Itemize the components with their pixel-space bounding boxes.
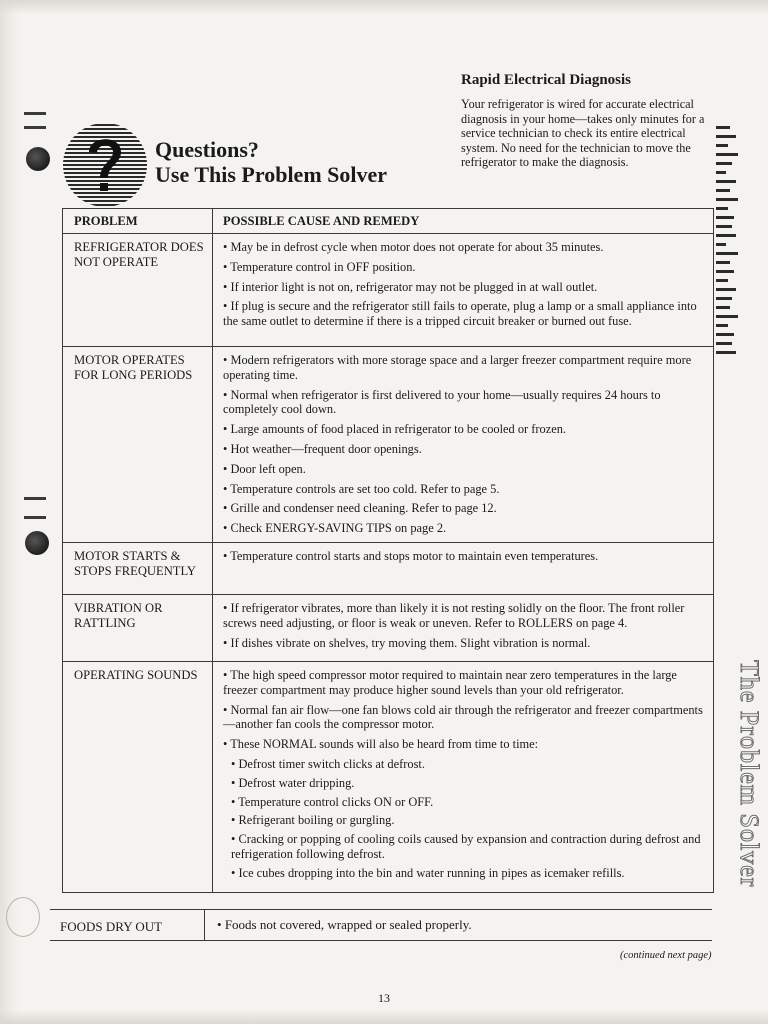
table-row xyxy=(63,595,713,662)
table-row xyxy=(63,347,713,543)
header-remedy: POSSIBLE CAUSE AND REMEDY xyxy=(223,214,420,228)
punch-hole xyxy=(25,531,49,555)
remedy-cell: • The high speed compressor motor required to maintain near zero temperatures in the large freezer compartment may produce higher sound levels than your old refrigerator. • Normal fan air flow—one fan blows cold air through the refrigerator and freezer compartments—another fan cools the compressor motor. • These NORMAL sounds will also be heard from time to time: • Defrost timer switch clicks at defrost. • Defrost water dripping. • Temperature control clicks ON or OFF. • Refrigerant boiling or gurgling. • Cracking or popping of cooling coils caused by expansion and contraction during defrost and refrigeration following defrost. • Ice cubes dropping into the bin and water running in pipes as icemaker refills. xyxy=(223,668,703,880)
remedy-subitem: Refrigerant boiling or gurgling. xyxy=(238,813,395,828)
problem-cell: MOTOR STARTS & STOPS FREQUENTLY xyxy=(63,543,213,594)
header-problem: PROBLEM xyxy=(63,209,213,233)
punch-hole xyxy=(26,147,50,171)
remedy-item: May be in defrost cycle when motor does not operate for about 35 minutes. xyxy=(230,240,604,254)
binder-mark xyxy=(24,516,46,519)
remedy-item: Temperature controls are set too cold. Refer to page 5. xyxy=(230,481,500,496)
table-row-last xyxy=(50,909,712,941)
remedy-item: The high speed compressor motor required to maintain near zero temperatures in the large freezer compartment may produce higher sound levels than your old refrigerator. xyxy=(223,668,677,697)
remedy-item: Large amounts of food placed in refrigerator to be cooled or frozen. xyxy=(230,422,566,437)
side-tab xyxy=(734,660,764,888)
binder-mark xyxy=(24,112,46,115)
remedy-cell: • Modern refrigerators with more storage space and a larger freezer compartment require more operating time. • Normal when refrigerator is first delivered to your home—usually requires 24 hours to completely cool down. • Large amounts of food placed in refrigerator to be cooled or frozen. • Hot weather—frequent door openings. • Door left open. • Temperature controls are set too cold. Refer to page 5. • Grille and condenser need cleaning. Refer to page 12. • Check ENERGY-SAVING TIPS on page 2. xyxy=(223,353,692,536)
punch-hole-outline xyxy=(6,897,40,937)
scan-edge-bottom xyxy=(0,1010,768,1024)
page-title xyxy=(155,137,387,187)
remedy-item: If refrigerator vibrates, more than likely it is not resting solidly on the floor. The front roller screws need adjusting, or floor is weak or uneven. Refer to ROLLERS on page 4. xyxy=(223,601,685,630)
problem-cell: FOODS DRY OUT xyxy=(50,910,205,940)
page-number: 13 xyxy=(378,991,390,1005)
remedy-item: Door left open. xyxy=(230,461,306,476)
table-row xyxy=(63,543,713,595)
table-header-row xyxy=(63,209,713,234)
side-tab-label: The Problem Solver xyxy=(735,660,764,888)
remedy-item: Modern refrigerators with more storage space and a larger freezer compartment require more operating time. xyxy=(223,353,692,382)
problem-cell: VIBRATION OR RATTLING xyxy=(63,595,213,661)
remedy-item: If plug is secure and the refrigerator still fails to operate, plug a lamp or a small appliance into the same outlet to determine if there is a tripped circuit breaker or burned out fuse. xyxy=(223,299,697,329)
scan-edge-top xyxy=(0,0,768,14)
table-row xyxy=(63,662,713,892)
remedy-subitem: Temperature control clicks ON or OFF. xyxy=(238,794,434,809)
problem-cell: MOTOR OPERATES FOR LONG PERIODS xyxy=(63,347,213,542)
remedy-item: Check ENERGY-SAVING TIPS on page 2. xyxy=(230,521,447,536)
remedy-subitem: Cracking or popping of cooling coils caused by expansion and contraction during defrost and refrigeration following defrost. xyxy=(231,832,701,861)
remedy-subitem: Ice cubes dropping into the bin and water running in pipes as icemaker refills. xyxy=(238,865,625,880)
remedy-item: Normal when refrigerator is first delivered to your home—usually requires 24 hours to completely cool down. xyxy=(223,387,661,417)
binder-mark xyxy=(24,126,46,129)
remedy-cell: • Foods not covered, wrapped or sealed properly. xyxy=(217,917,472,932)
title-line-1: Questions? xyxy=(155,137,259,162)
continued-note: (continued next page) xyxy=(620,950,712,961)
remedy-subitem: Defrost timer switch clicks at defrost. xyxy=(238,756,425,771)
rapid-diagnosis-box xyxy=(461,72,711,170)
remedy-cell: • If refrigerator vibrates, more than likely it is not resting solidly on the floor. The front roller screws need adjusting, or floor is weak or uneven. Refer to ROLLERS on page 4. • If dishes vibrate on shelves, try moving them. Slight vibration is normal. xyxy=(223,601,685,650)
rapid-diagnosis-title: Rapid Electrical Diagnosis xyxy=(461,72,632,88)
remedy-item: These NORMAL sounds will also be heard from time to time: xyxy=(230,737,539,752)
scan-edge-left xyxy=(0,0,20,1024)
question-mark-icon xyxy=(62,120,148,210)
remedy-subitem: Defrost water dripping. xyxy=(238,775,355,790)
remedy-item: Foods not covered, wrapped or sealed properly. xyxy=(224,917,472,932)
problem-cell: REFRIGERATOR DOES NOT OPERATE xyxy=(63,234,213,346)
remedy-cell: • May be in defrost cycle when motor does not operate for about 35 minutes. • Temperature control in OFF position. • If interior light is not on, refrigerator may not be plugged in at wall outlet. • If plug is secure and the refrigerator still fails to operate, plug a lamp or a small appliance into the same outlet to determine if there is a tripped circuit breaker or burned out fuse. xyxy=(223,240,697,329)
remedy-item: Temperature control in OFF position. xyxy=(230,259,416,274)
remedy-item: Normal fan air flow—one fan blows cold air through the refrigerator and freezer compartments—another fan cools the compressor motor. xyxy=(223,702,703,732)
table-row xyxy=(63,234,713,347)
remedy-item: If dishes vibrate on shelves, try moving them. Slight vibration is normal. xyxy=(230,635,591,650)
remedy-item: Grille and condenser need cleaning. Refer to page 12. xyxy=(230,501,497,516)
rapid-diagnosis-text: Your refrigerator is wired for accurate electrical diagnosis in your home—takes only minutes for a service technician to check its entire electrical system. No need for the technician to move the refrigerator to make the diagnosis. xyxy=(461,97,705,170)
problem-solver-table xyxy=(62,208,714,893)
problem-cell: OPERATING SOUNDS xyxy=(63,662,213,892)
remedy-item: Hot weather—frequent door openings. xyxy=(230,441,422,456)
title-line-2: Use This Problem Solver xyxy=(155,162,388,187)
binder-mark xyxy=(24,497,46,500)
remedy-item: If interior light is not on, refrigerator may not be plugged in at wall outlet. xyxy=(230,279,598,294)
remedy-cell: • Temperature control starts and stops motor to maintain even temperatures. xyxy=(223,549,599,563)
remedy-item: Temperature control starts and stops motor to maintain even temperatures. xyxy=(230,549,599,563)
edge-index-marks xyxy=(716,126,744,384)
